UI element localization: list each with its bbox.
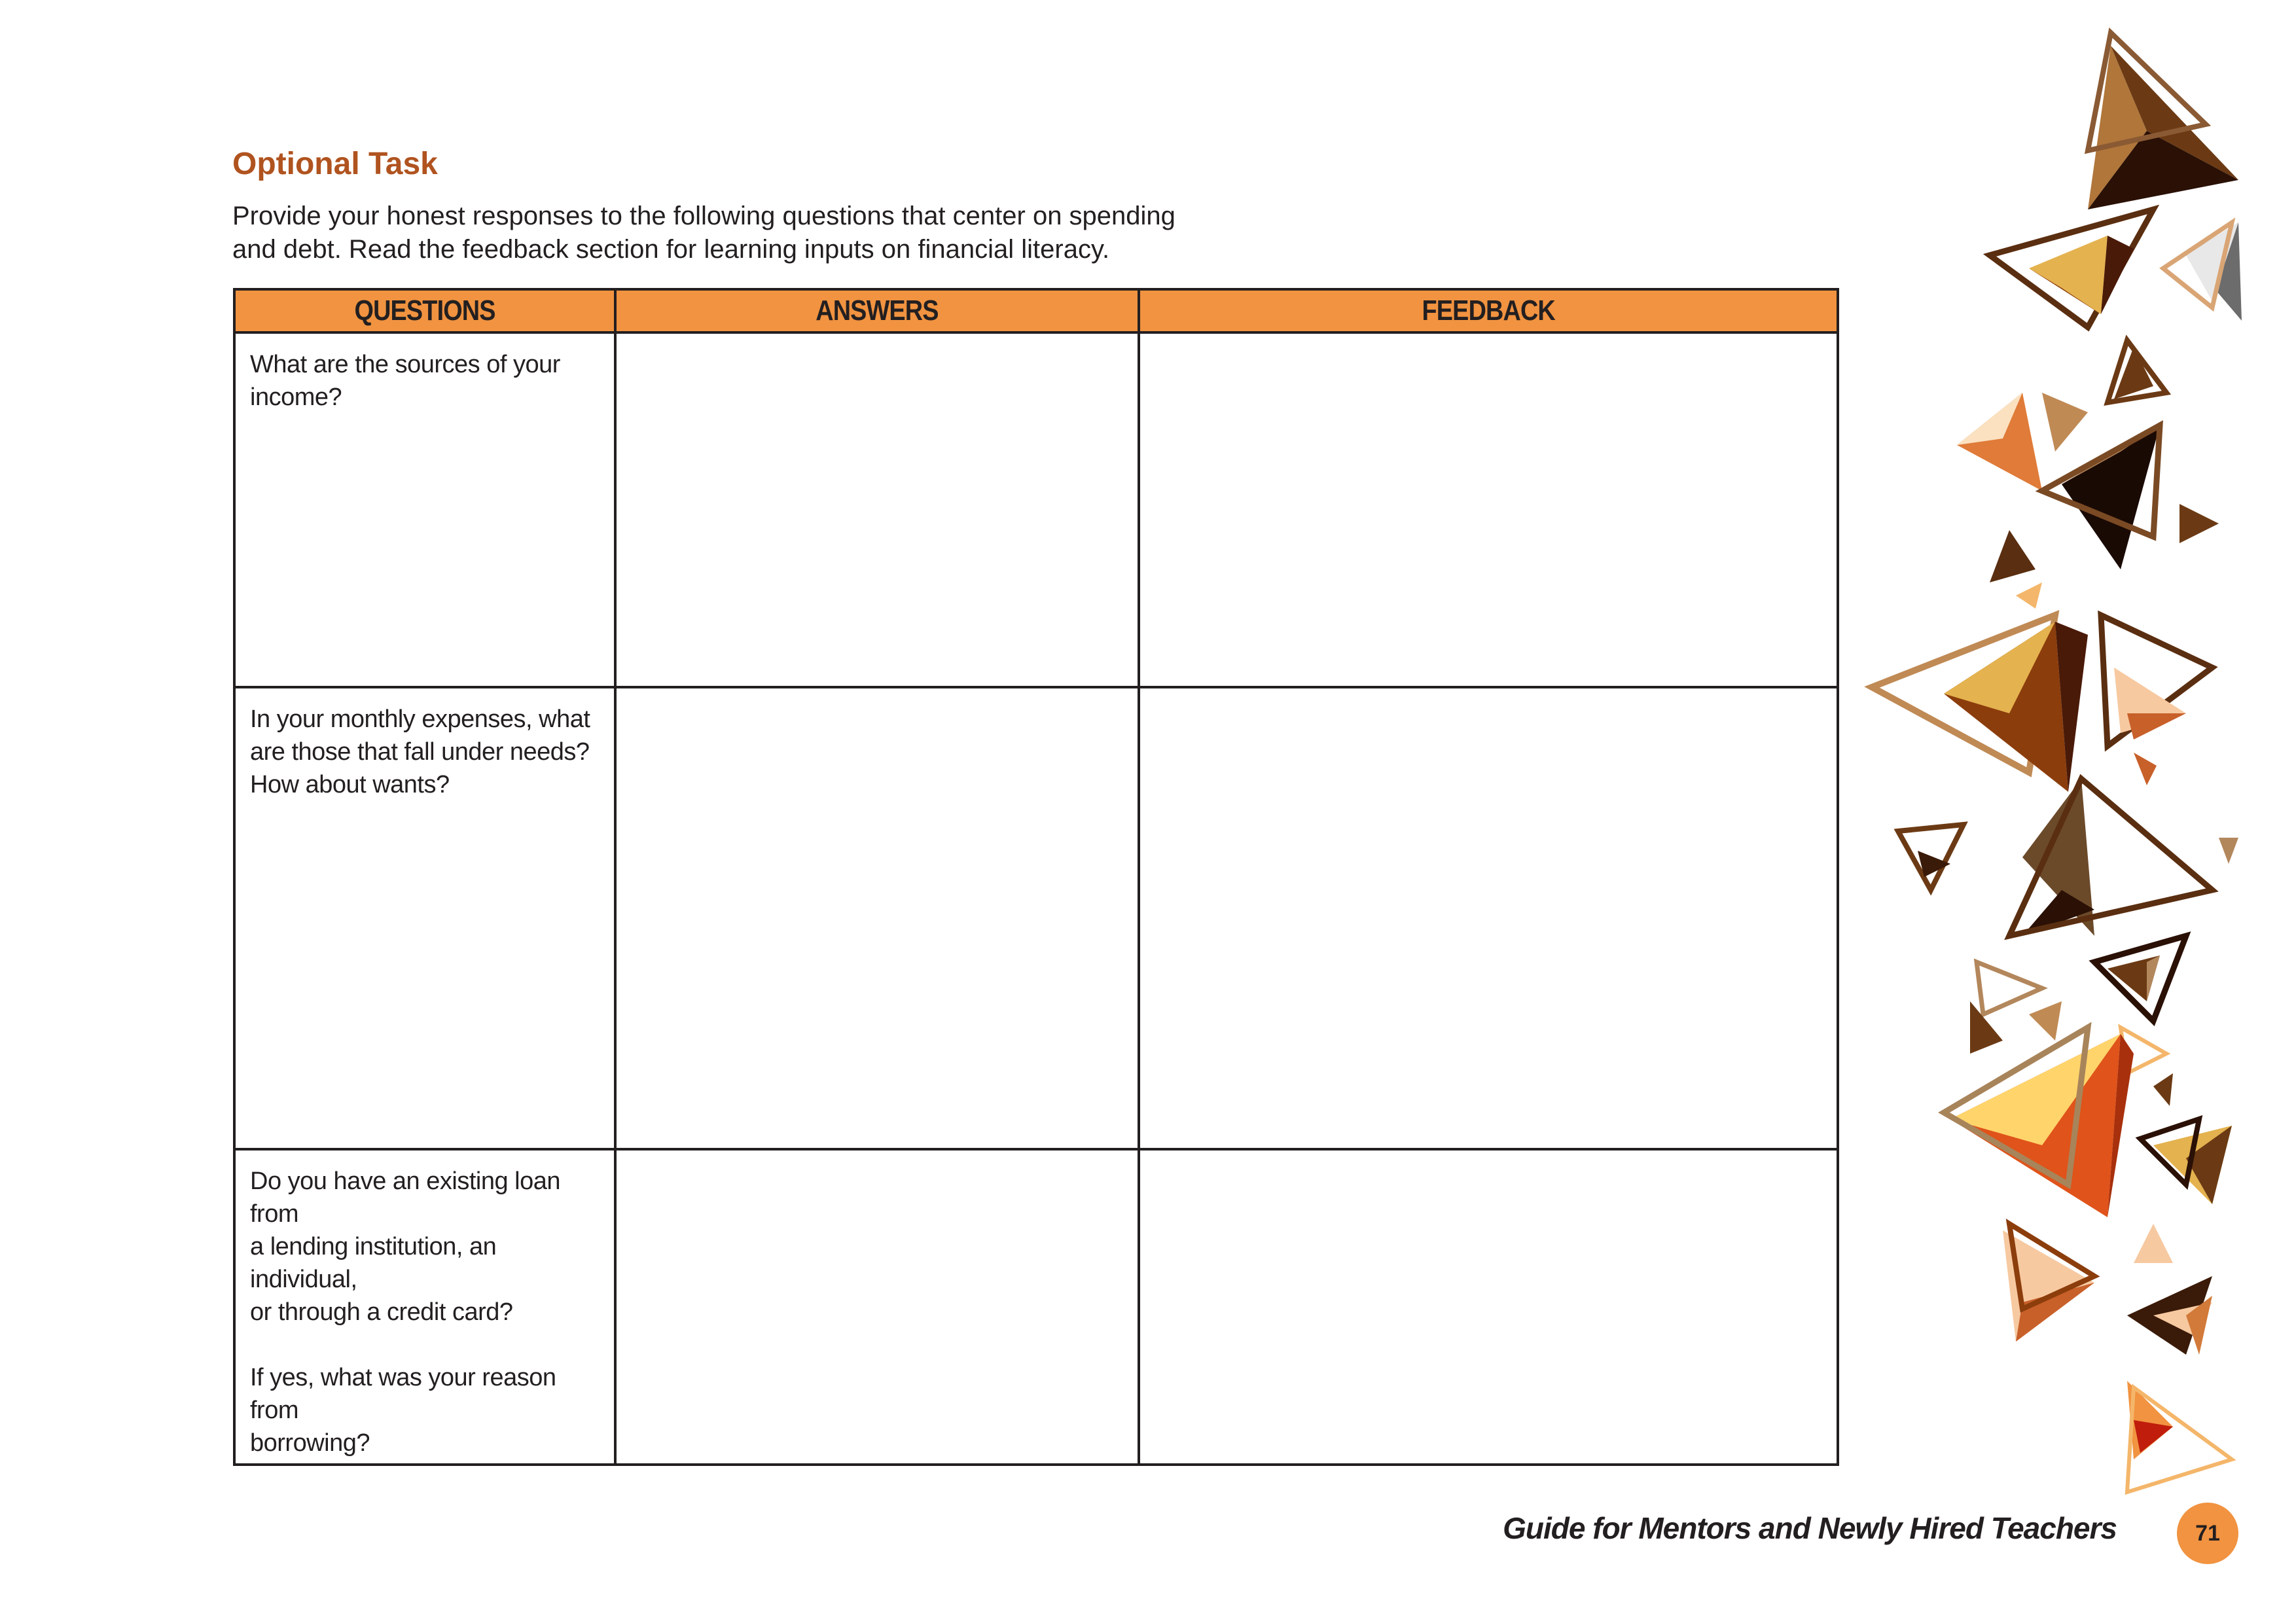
- table-row: [234, 687, 1838, 1149]
- answer-cell[interactable]: [615, 332, 1139, 687]
- page-number-badge: 71: [2177, 1503, 2238, 1564]
- footer-guide-title: Guide for Mentors and Newly Hired Teachers: [1503, 1511, 2117, 1545]
- task-instructions-line-1: Provide your honest responses to the following questions that center on spending: [232, 202, 1175, 230]
- question-cell: [234, 1149, 615, 1465]
- header-feedback: FEEDBACK: [1139, 289, 1838, 332]
- header-questions: QUESTIONS: [234, 289, 615, 332]
- question-cell: [234, 687, 615, 1149]
- question-cell: [234, 332, 615, 687]
- answer-cell[interactable]: [615, 1149, 1139, 1465]
- feedback-cell: [1139, 1149, 1838, 1465]
- table-row: [234, 332, 1838, 687]
- answer-cell[interactable]: [615, 687, 1139, 1149]
- feedback-cell: [1139, 687, 1838, 1149]
- question-text: What are the sources of your income?: [250, 351, 560, 411]
- header-answers: ANSWERS: [615, 289, 1139, 332]
- task-title: Optional Task: [232, 147, 438, 181]
- feedback-cell: [1139, 332, 1838, 687]
- worksheet-table: [233, 288, 1839, 1466]
- task-instructions-line-2: and debt. Read the feedback section for learning inputs on financial literacy.: [232, 235, 1110, 264]
- task-instructions: [232, 200, 1214, 266]
- header-row: [234, 289, 1838, 332]
- question-text: In your monthly expenses, what are those that fall under needs? How about wants?: [250, 705, 590, 798]
- question-text: Do you have an existing loan from a lending institution, an individual, or through a credit card? If yes, what was your reason from borrowing?: [250, 1168, 560, 1457]
- table-row: [234, 1149, 1838, 1465]
- triangle-pattern-icon: [1846, 20, 2296, 1525]
